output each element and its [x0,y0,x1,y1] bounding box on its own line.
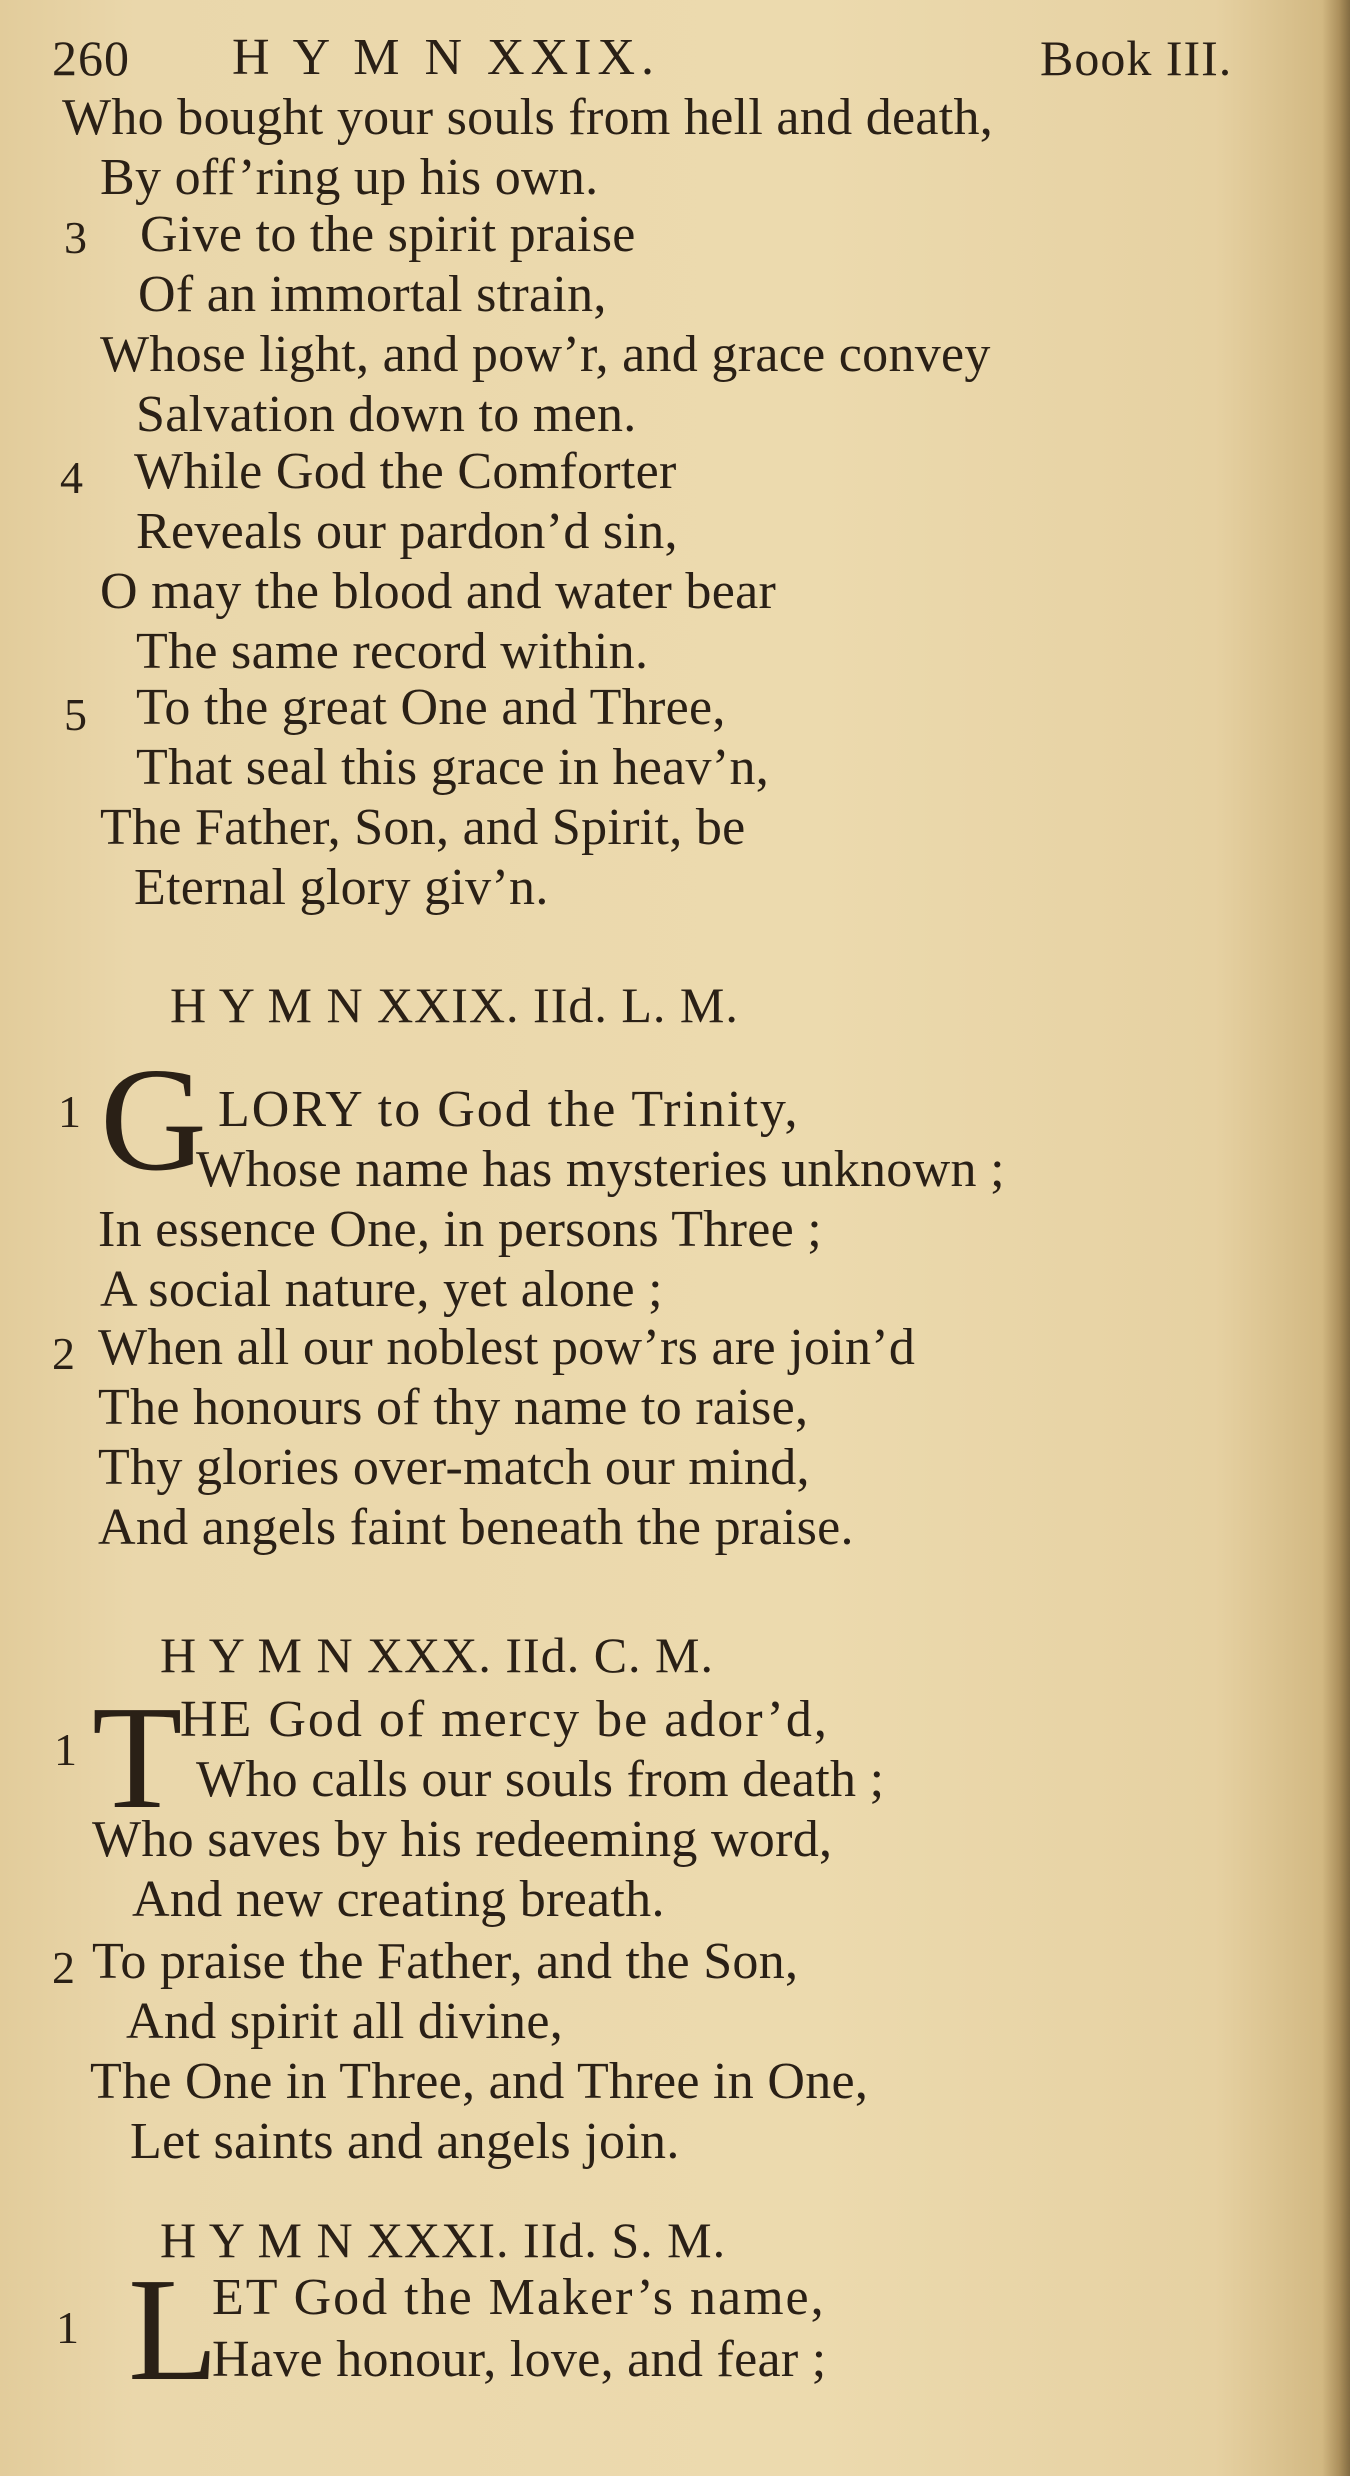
verse-number: 1 [56,2302,79,2353]
text-line: Thy glories over-match our mind, [98,1439,810,1496]
text-line: Who saves by his redeeming word, [92,1811,833,1868]
running-title: H Y M N XXIX. [232,29,661,86]
text-line: And spirit all divine, [126,1993,563,2050]
drop-cap: L [128,2248,219,2412]
text-line: Who bought your souls from hell and death, [62,89,994,146]
verse-number: 2 [52,1328,75,1379]
text-line: The honours of thy name to raise, [98,1379,809,1436]
text-line: O may the blood and water bear [100,563,777,620]
hymn-heading: H Y M N XXX. IId. C. M. [160,1627,715,1683]
text-line: The Father, Son, and Spirit, be [100,799,746,856]
text-line: LORY to God the Trinity, [218,1081,800,1138]
text-line: While God the Comforter [134,443,677,500]
text-line: Whose name has mysteries unknown ; [196,1141,1005,1198]
text-line: When all our noblest pow’rs are join’d [98,1319,916,1376]
verse-number: 4 [60,452,83,503]
text-line: Give to the spirit praise [140,206,636,263]
page-edge-shadow [1322,0,1350,2476]
verse-number: 3 [64,212,87,263]
text-line: By off’ring up his own. [100,149,599,206]
text-line: Reveals our pardon’d sin, [136,503,678,560]
text-line: To the great One and Three, [136,679,726,736]
text-line: And new creating breath. [132,1871,665,1928]
verse-number: 5 [64,689,87,740]
text-line: Who calls our souls from death ; [196,1751,885,1808]
text-line: To praise the Father, and the Son, [92,1933,799,1990]
text-line: The One in Three, and Three in One, [90,2053,869,2110]
text-line: ET God the Maker’s name, [212,2269,826,2326]
text-line: Whose light, and pow’r, and grace convey [100,326,991,383]
text-line: And angels faint beneath the praise. [98,1499,854,1556]
text-line: In essence One, in persons Three ; [98,1201,823,1258]
text-line: That seal this grace in heav’n, [136,739,770,796]
hymn-heading: H Y M N XXIX. IId. L. M. [170,977,739,1033]
text-line: HE God of mercy be ador’d, [180,1691,829,1748]
drop-cap: G [100,1038,207,1202]
text-line: Salvation down to men. [136,386,637,443]
text-line: Have honour, love, and fear ; [212,2331,827,2388]
text-line: Of an immortal strain, [138,266,607,323]
verse-number: 1 [58,1086,81,1137]
drop-cap: T [92,1676,183,1840]
verse-number: 1 [54,1724,77,1775]
book-label: Book III. [1040,30,1233,86]
hymn-heading: H Y M N XXXI. IId. S. M. [160,2212,727,2268]
page-number: 260 [52,30,130,86]
text-line: Eternal glory giv’n. [134,859,549,916]
text-line: Let saints and angels join. [130,2113,680,2170]
text-line: A social nature, yet alone ; [100,1261,663,1318]
verse-number: 2 [52,1942,75,1993]
text-line: The same record within. [136,623,649,680]
